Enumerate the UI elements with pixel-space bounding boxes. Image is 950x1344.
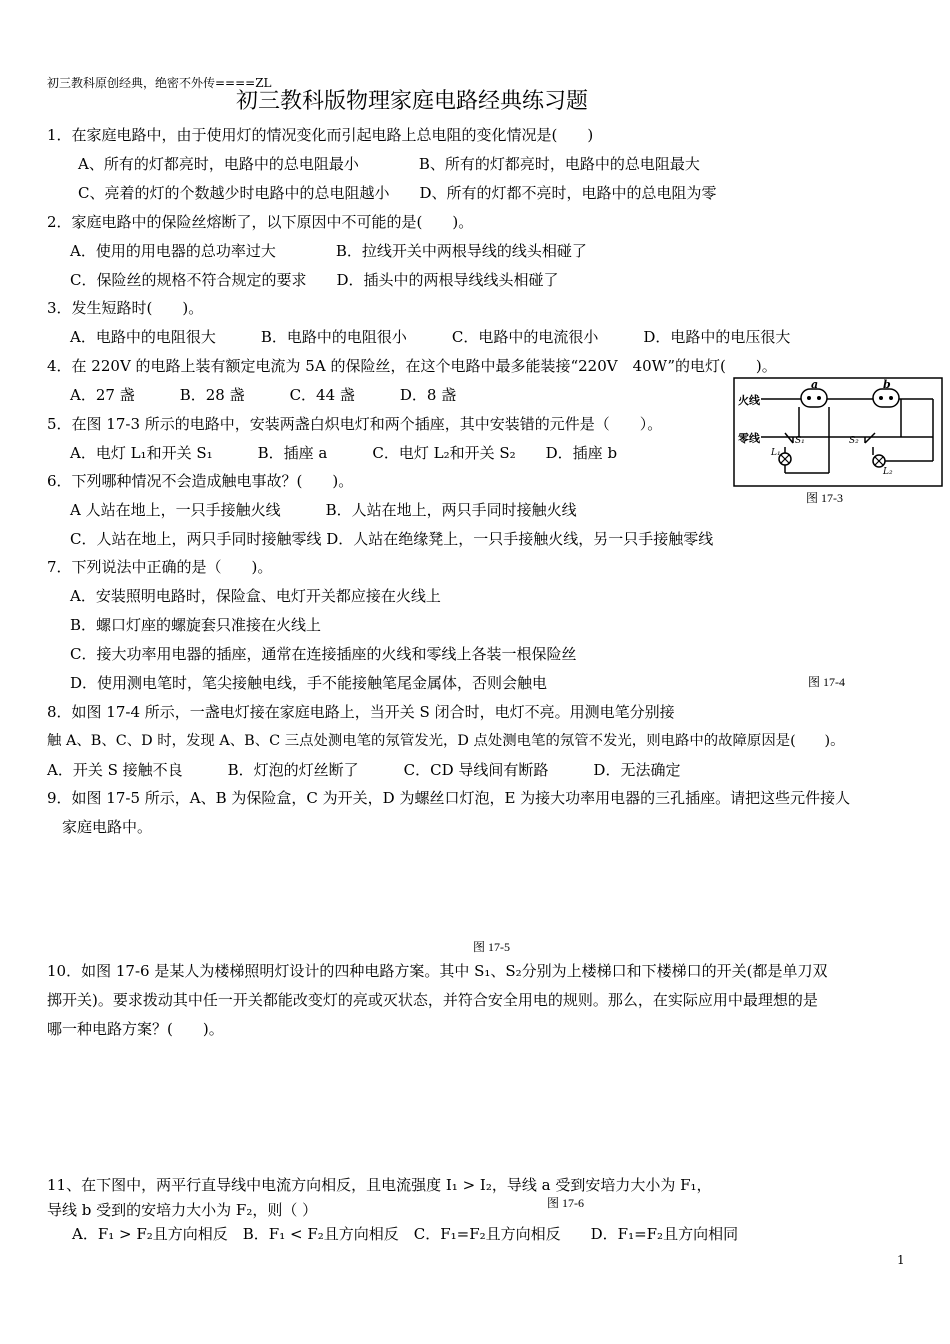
switch-s2-icon bbox=[865, 433, 875, 443]
question-7-option-d: D．使用测电笔时，笔尖接触电线，手不能接触笔尾金属体，否则会触电 bbox=[70, 674, 548, 692]
question-6-options-ab: A 人站在地上，一只手接触火线 B．人站在地上，两只手同时接触火线 bbox=[70, 501, 577, 519]
question-6-options-cd: C．人站在地上，两只手同时接触零线 D．人站在绝缘凳上，一只手接触火线，另一只手接触零线 bbox=[70, 530, 714, 548]
question-9-line2: 家庭电路中。 bbox=[62, 818, 153, 836]
question-8-line2: 触 A、B、C、D 时，发现 A、B、C 三点处测电笔的氖管发光，D 点处测电笔的氖管不发光，则电路中的故障原因是( )。 bbox=[47, 733, 845, 749]
question-7: 7．下列说法中正确的是（ )。 bbox=[47, 558, 273, 576]
question-2: 2．家庭电路中的保险丝熔断了，以下原因中不可能的是( )。 bbox=[47, 213, 474, 231]
question-11-line2: 导线 b 受到的安培力大小为 F₂，则（ ） bbox=[47, 1201, 318, 1219]
question-1-options-cd: C、亮着的灯的个数越少时电路中的总电阻越小 D、所有的灯都不亮时，电路中的总电阻为零 bbox=[78, 184, 717, 202]
figure-17-3-circuit bbox=[733, 377, 943, 487]
switch-s2-label: S₂ bbox=[849, 436, 859, 446]
question-1: 1．在家庭电路中，由于使用灯的情况变化而引起电路上总电阻的变化情况是( ) bbox=[47, 126, 594, 144]
question-3: 3．发生短路时( )。 bbox=[47, 299, 204, 317]
socket-a-label: a bbox=[811, 378, 819, 391]
question-2-options-ab: A．使用的用电器的总功率过大 B．拉线开关中两根导线的线头相碰了 bbox=[70, 242, 587, 260]
question-2-options-cd: C．保险丝的规格不符合规定的要求 D．插头中的两根导线线头相碰了 bbox=[70, 271, 559, 289]
question-5: 5．在图 17-3 所示的电路中，安装两盏白炽电灯和两个插座，其中安装错的元件是（ ）。 bbox=[47, 415, 663, 433]
question-7-option-a: A．安装照明电路时，保险盒、电灯开关都应接在火线上 bbox=[70, 587, 441, 605]
page-number: 1 bbox=[897, 1253, 905, 1267]
question-1-options-ab: A、所有的灯都亮时，电路中的总电阻最小 B、所有的灯都亮时，电路中的总电阻最大 bbox=[78, 155, 700, 173]
circuit-diagram-svg bbox=[733, 377, 943, 487]
switch-s1-label: S₁ bbox=[795, 436, 805, 446]
question-4-options: A．27 盏 B．28 盏 C．44 盏 D．8 盏 bbox=[70, 386, 457, 404]
socket-a-icon bbox=[801, 389, 827, 407]
question-10-line2: 掷开关)。要求拨动其中任一开关都能改变灯的亮或灭状态，并符合安全用电的规则。那么，在实际应用中最理想的是 bbox=[47, 991, 818, 1009]
question-10-line3: 哪一种电路方案？( )。 bbox=[47, 1020, 224, 1038]
header-note: 初三教科原创经典，绝密不外传====ZL bbox=[47, 76, 272, 90]
figure-17-6-caption: 图 17-6 bbox=[547, 1196, 584, 1210]
question-8-options: A．开关 S 接触不良 B．灯泡的灯丝断了 C．CD 导线间有断路 D．无法确定 bbox=[47, 761, 681, 779]
question-6: 6．下列哪种情况不会造成触电事故？( )。 bbox=[47, 472, 354, 490]
lamp-l2-label: L₂ bbox=[883, 467, 893, 477]
question-10-line1: 10．如图 17-6 是某人为楼梯照明灯设计的四种电路方案。其中 S₁、S₂分别为上楼梯口和下楼梯口的开关(都是单刀双 bbox=[47, 962, 828, 980]
question-5-options: A．电灯 L₁和开关 S₁ B．插座 a C．电灯 L₂和开关 S₂ D．插座 b bbox=[70, 444, 618, 462]
question-4: 4．在 220V 的电路上装有额定电流为 5A 的保险丝，在这个电路中最多能装接“220V 40W”的电灯( )。 bbox=[47, 357, 777, 375]
question-3-options: A．电路中的电阻很大 B．电路中的电阻很小 C．电路中的电流很小 D．电路中的电压很大 bbox=[70, 328, 791, 346]
question-8-line1: 8．如图 17-4 所示，一盏电灯接在家庭电路上，当开关 S 闭合时，电灯不亮。用测电笔分别接 bbox=[47, 703, 675, 721]
figure-17-5-caption: 图 17-5 bbox=[473, 940, 510, 954]
figure-17-4-caption: 图 17-4 bbox=[808, 675, 845, 689]
socket-b-icon bbox=[873, 389, 899, 407]
question-9-line1: 9．如图 17-5 所示，A、B 为保险盒，C 为开关，D 为螺丝口灯泡，E 为接大功率用电器的三孔插座。请把这些元件接人 bbox=[47, 789, 851, 807]
question-11-options: A．F₁ > F₂且方向相反 B．F₁ < F₂且方向相反 C．F₁=F₂且方向相反 D．F₁=F₂且方向相同 bbox=[72, 1225, 739, 1243]
lamp-l1-label: L₁ bbox=[771, 448, 781, 458]
question-11-line1: 11、在下图中，两平行直导线中电流方向相反，且电流强度 I₁ > I₂，导线 a 受到安培力大小为 F₁， bbox=[47, 1176, 712, 1194]
live-wire-label: 火线 bbox=[738, 394, 760, 407]
question-7-option-b: B．螺口灯座的螺旋套只准接在火线上 bbox=[70, 616, 322, 634]
question-7-option-c: C．接大功率用电器的插座，通常在连接插座的火线和零线上各装一根保险丝 bbox=[70, 645, 577, 663]
switch-s1-icon bbox=[785, 433, 793, 443]
socket-b-label: b bbox=[883, 378, 891, 391]
figure-17-3-caption: 图 17-3 bbox=[806, 491, 843, 505]
neutral-wire-label: 零线 bbox=[738, 432, 760, 445]
page-title: 初三教科版物理家庭电路经典练习题 bbox=[236, 89, 589, 114]
